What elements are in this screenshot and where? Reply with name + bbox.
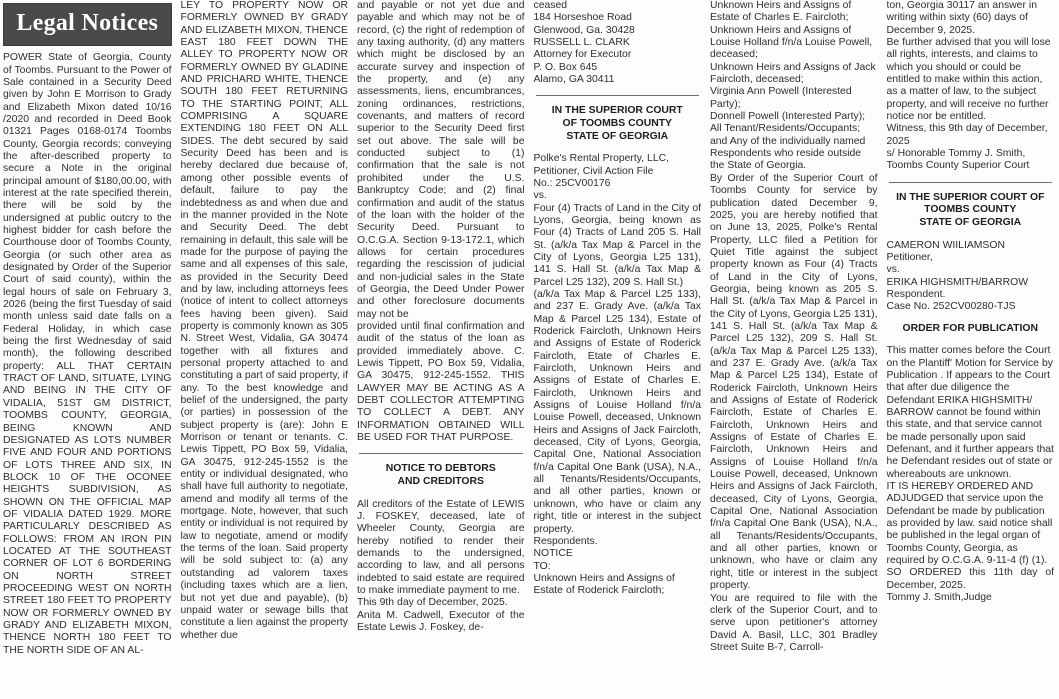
column-5 [706, 0, 883, 699]
column-1 [0, 0, 177, 699]
text-line: Unknown Heirs and Assigns of Jack Faircloth, deceased; [710, 61, 876, 86]
notice-to-list-continued [710, 0, 878, 173]
order-so-ordered: SO ORDERED this 11th day of December, 2025. [886, 567, 1054, 591]
text-line: s/ Honorable Tommy J. Smith, Toombs County Superior Court [886, 148, 1030, 172]
text-line: All Tenant/Residents/Occupants; and Any of the individually named Respondents who reside outside the State of Georgia. [710, 123, 866, 172]
debtors-creditors-executor: Anita M. Cadwell, Executor of the Estate Lewis J. Foskey, de- [357, 609, 525, 633]
petitioner-name-quiet-title: Polke's Rental Property, LLC, [533, 153, 669, 165]
divorce-petitioner [887, 240, 1055, 265]
order-judge-signature: Tommy J. Smith,Judge [886, 592, 992, 604]
heading-line: STATE OF GEORGIA [919, 217, 1022, 228]
debtors-creditors-body: All creditors of the Estate of LEWIS J. FOSKEY, deceased, late of Wheeler County, Georgia are hereby notified to render their demands to the undersigned, according to law, and all persons indebted to said estate are required to make immediate payment to me. [357, 498, 525, 596]
text-line: Respondent. [886, 288, 946, 300]
masthead-title: Legal Notices [16, 10, 159, 36]
text-line: NOTICE [533, 548, 573, 560]
divorce-vs: vs. [886, 264, 900, 276]
text-line: ceased [533, 0, 568, 11]
foreclosure-notice-body-part-1: POWER State of Georgia, County of Toombs. Pursuant to the Power of Sale contained in a Security Deed given by John E Morrison to Grady and Elizabeth Mixon dated 10/16 /2020 and recorded in Deed Book 01321 Pages 0168-0174 Toombs County, Georgia records; conveying the after-described property to secure a Note in the original principal amount of $180,00.00, with interest at the rate specified therein, there will be sold by the undersigned at public outcry to the highest bidder for cash before the Courthouse door of Toombs County, Georgia (or such other area as designated by Order of the Superior Court of said county), within the legal hours of sale on February 3, 2026 (being the first Tuesday of said month unless said date falls on a Federal Holiday, in which case being the first Wednesday of said month), the following described property: ALL THAT CERTAIN TRACT OF LAND, SITUATE, LYING AND BEING IN THE CITY OF VIDALIA, 51ST GM DISTRICT, TOOMBS COUNTY, GEORGIA, BEING KNOWN AND DESIGNATED AS LOTS NUMBER FIVE AND FOUR AND PORTIONS OF LOTS THREE AND SIX, IN BLOCK 10 OF THE OCONEE HEIGHTS SUBDIVISION, AS SHOWN ON THE OFFICIAL MAP OF VIDALIA DATED 1929. MORE PARTICULARLY DESCRIBED AS FOLLOWS: FROM AN IRON PIN LOCATED AT THE SOUTHEAST CORNER OF LOT 6 BORDERING ON NORTH STREET PROCEEDING WEST ON NORTH STREET 180 FEET TO PROPERTY NOW OR FORMERLY OWNED BY GRADY AND ELIZABETH MIXON, THENCE NORTH 180 FEET TO THE NORTH SIDE OF AN AL- [3, 52, 172, 656]
text-line: Virginia Ann Powell (Interested Party); [710, 86, 852, 110]
foreclosure-notice-body-part-3: and payable or not yet due and payable and which may not be of record, (c) the right of redemption of any taxing authority, (d) any matters which might be disclosed by an accurate survey and inspection of the property, and (e) any assessments, liens, encumbrances, zoning ordinances, restrictions, covenants, and matters of record superior to the Security Deed first set out above. The sale will be conducted subject to (1) confirmation that the sale is not prohibited under the U.S. Bankruptcy Code; and (2) final confirmation and audit of the status of the loan with the holder of the Security Deed. Pursuant to O.C.G.A. Section 9-13-172.1, which allows for certain procedures regarding the rescission of judicial and non-judicial sales in the State of Georgia, the Deed Under Power and other foreclosure documents may not be [357, 0, 525, 320]
column-6 [883, 0, 1059, 699]
respondents-label: Respondents. [533, 535, 598, 547]
text-line: Unknown Heirs and Assigns of Louise Holland f/n/a Louise Powell, deceased; [710, 24, 873, 61]
text-line: CAMERON WIILIAMSON [886, 239, 1005, 251]
section-divider-1 [359, 453, 523, 454]
text-line: Unknown Heirs and Assigns of Estate of Roderick Faircloth; [533, 572, 675, 597]
section-divider-3 [889, 182, 1053, 183]
text-line: Donnell Powell (Interested Party); [710, 111, 866, 123]
text-line: RUSSELL L. CLARK [533, 37, 630, 49]
text-line: Unknown Heirs and Assigns of Estate of Charles E. Faircloth; [710, 0, 852, 24]
text-line: 184 Horseshoe Road [533, 12, 632, 24]
superior-court-heading-1 [534, 105, 702, 143]
text-line: Be further advised that you will lose all rights, interests, and claims to which you should or could be entitled to make within this action, as a matter of law, to the subject property, and will receive no further notice nor be entitled. [886, 37, 1051, 123]
heading-line: TOOMBS COUNTY [924, 204, 1017, 216]
text-line: This matter comes before the Court on the Plantiff' Motion for Service by Publication . If appears to the Court that after due diligence the Defendant ERIKA HIGHSMITH/ BARROW cannot be found within this state, and that service cannot be made personally upon said Defenant, and it further appears that he Defendant resides out of state or whereabouts are unknown. [886, 345, 1054, 480]
heading-line: AND CREDITORS [397, 475, 484, 487]
divorce-case-number: Case No. 252CV00280-TJS [886, 301, 1016, 313]
notice-to-debtors-heading [357, 463, 525, 488]
text-line: No.: 25CV00176 [533, 177, 611, 189]
section-divider-2 [536, 95, 700, 96]
superior-court-heading-2 [887, 192, 1055, 230]
heading-line: IN THE SUPERIOR COURT OF [896, 191, 1045, 203]
text-line: Attorney for Executor [533, 49, 632, 61]
heading-line: NOTICE TO DEBTORS [385, 463, 496, 475]
divorce-respondent [887, 277, 1055, 302]
text-line: Witness, this 9th day of December, 2025 [886, 123, 1048, 147]
foreclosure-notice-body-part-2: LEY TO PROPERTY NOW OR FORMERLY OWNED BY GRADY AND ELIZABETH MIXON, THENCE EAST 180 FEET DOWN THE ALLEY TO PROPERTY NOW OR FORMERLY OWNED BY GLADINE AND PRICHARD WHITE, THENCE SOUTH 180 FEET RETURNING TO THE STARTING POINT, ALL COMPRISING A SQUARE EXTENDING 180 FEET ON ALL SIDES. The debt secured by said Security Deed has been and is hereby declared due because of, among other possible events of default, failure to pay the indebtedness as and when due and in the manner provided in the Note and Security Deed. The debt remaining in default, this sale will be made for the purpose of paying the same and all expenses of this sale, as provided in the Security Deed and by law, including attorneys fees (notice of intent to collect attorneys fees having been given). Said property is commonly known as 305 N. Street West, Vidalia, GA 30474 together with all fixtures and personal property attached to and constituting a part of said property, if any. To the best knowledge and belief of the undersigned, the party (or parties) in possession of the subject property is (are): John E Morrison or tenant or tenants. C. Lewis Tippett, PO Box 59, Vidalia, GA 30475, 912-245-1552 is the entity or individual designated, who shall have full authority to negotiate, amend and modify all terms of the mortgage. Note, however, that such entity or individual is not required by law to negotiate, amend or modify the terms of the loan. Said property will be sold subject to: (a) any outstanding ad valorem taxes (including taxes which are a lien, but not yet due and payable), (b) unpaid water or sewage bills that constitute a lien against the property whether due [180, 0, 348, 641]
heading-line: STATE OF GEORGIA [566, 130, 669, 142]
column-2 [177, 0, 354, 699]
order-for-publication-heading [887, 323, 1055, 336]
order-for-publication-body [887, 345, 1055, 567]
heading-line: ORDER FOR PUBLICATION [902, 322, 1038, 334]
attorney-for-executor-address [534, 37, 702, 86]
text-line: Petitioner, [886, 251, 933, 263]
text-line: ERIKA HIGHSMITH/BARROW [886, 276, 1029, 288]
legal-notices-masthead [3, 3, 172, 46]
column-4 [530, 0, 707, 699]
notice-to-list-start [534, 548, 702, 597]
filing-instructions-continued [887, 0, 1055, 173]
text-line: Alamo, GA 30411 [533, 74, 615, 86]
column-3 [353, 0, 530, 699]
foreclosure-notice-body-part-3b: provided until final confirmation and audit of the status of the loan as provided immediately above. C. Lewis Tippett, PO Box 59, Vidalia, GA 30475, 912-245-1552. THIS LAWYER MAY BE ACTING AS A DEBT COLLECTOR ATTEMPTING TO COLLECT A DEBT. ANY INFORMATION OBTAINED WILL BE USED FOR THAT PURPOSE. [357, 320, 525, 444]
text-line: Glenwood, Ga. 30428 [533, 24, 635, 36]
respondents-parties-list: (a/k/a Tax Map & Parcel L25 133), and 237 E. Grady Ave. (a/k/a Tax Map & Parcel L25 134), Estate of Roderick Faircloth, Unknown Heirs and Assigns of Estate of Roderick Faircloth, Etate of Charles E. Faircloth, Unknown Heirs and Assigns of Estate of Charles E. Faircloth, Unknown Heirs and Assigns of Louise Holland f/n/a Louise Powell, deceased, Unknown Heirs and Assigns of Jack Faircloth, deceased, City of Lyons, Georgia, Capital One, National Association f/n/a Capital One Bank (USA), N.A., all Tenants/Residents/Occupants, and all other parties, known or unknown, who have or claim any right, title or interest in the subject property. [533, 288, 701, 535]
executor-address [534, 0, 702, 37]
text-line: TO: [533, 560, 551, 572]
text-line: Petitioner, Civil Action File [533, 165, 654, 177]
text-line: ton, Georgia 30117 an answer in writing within sixty (60) days of December 9, 2025. [886, 0, 1037, 36]
filing-instructions: You are required to file with the clerk of the Superior Court, and to serve upon petitioner's attorney David A. Basil, LLC, 301 Bradley Street Suite B-7, Carroll- [710, 592, 878, 653]
civil-action-file-number [534, 166, 702, 203]
respondents-property-description: Four (4) Tracts of Land in the City of Lyons, Georgia, being known as Four (4) Tracts of Land 205 S. Hall St. (a/k/a Tax Map & Parcel in the City of Lyons, Georgia L25 131), 141 S. Hall St. (a/k/a Tax Map & Parcel L25 132), 209 S. Hall St.) [533, 202, 701, 288]
debtors-creditors-date: This 9th day of December, 2025. [357, 597, 508, 609]
heading-line: IN THE SUPERIOR COURT [551, 105, 683, 117]
heading-line: OF TOOMBS COUNTY [562, 118, 672, 129]
quiet-title-publication-order: By Order of the Superior Court of Toombs County for service by publication dated December 9, 2025, you are hereby notified that on June 13, 2025, Polke's Rental Property, LLC filed a Petition for Quiet Title against the subject property known as Four (4) Tracts of Land in the City of Lyons, Georgia, being known as 205 S. Hall St. (a/k/a Tax Map & Parcel in the City of Lyons, Georgia L25 131), 141 S. Hall St. (a/k/a Tax Map & Parcel L25 132), 209 S. Hall St. (a/k/a Tax Map & Parcel L25 133), and 237 E. Grady Ave. (a/k/a Tax Map & Parcel L25 134), Estate of Roderick Faircloth, Unknown Heirs and Assigns of Estate of Roderick Faircloth, Estate of Charles E. Faircloth, Unknown Heirs and Assigns of Estate of Charles E. Faircloth, Unknown Heirs and Assigns of Louise Holland f/n/a Louise Powell, deceased, Unknown Heirs and Assigns of Jack Faircloth, deceased, City of Lyons, Georgia, Capital One, National Association f/n/a Capital One Bank (USA), N.A., all Tenants/Residents/Occupants, and all other parties, known or unknown, who have or claim any right, title or interest in the subject property. [710, 172, 878, 592]
text-line: IT IS HEREBY ORDERED AND ADJUDGED that service upon the Defendant be made by publication as provided by law. said notice shall be published in the legal organ of Toombs County, Georgia, as required by O.C.G.A. 9-11-4 (f) (1). [886, 481, 1053, 567]
text-line: vs. [533, 190, 547, 202]
text-line: P. O. Box 645 [533, 61, 598, 73]
